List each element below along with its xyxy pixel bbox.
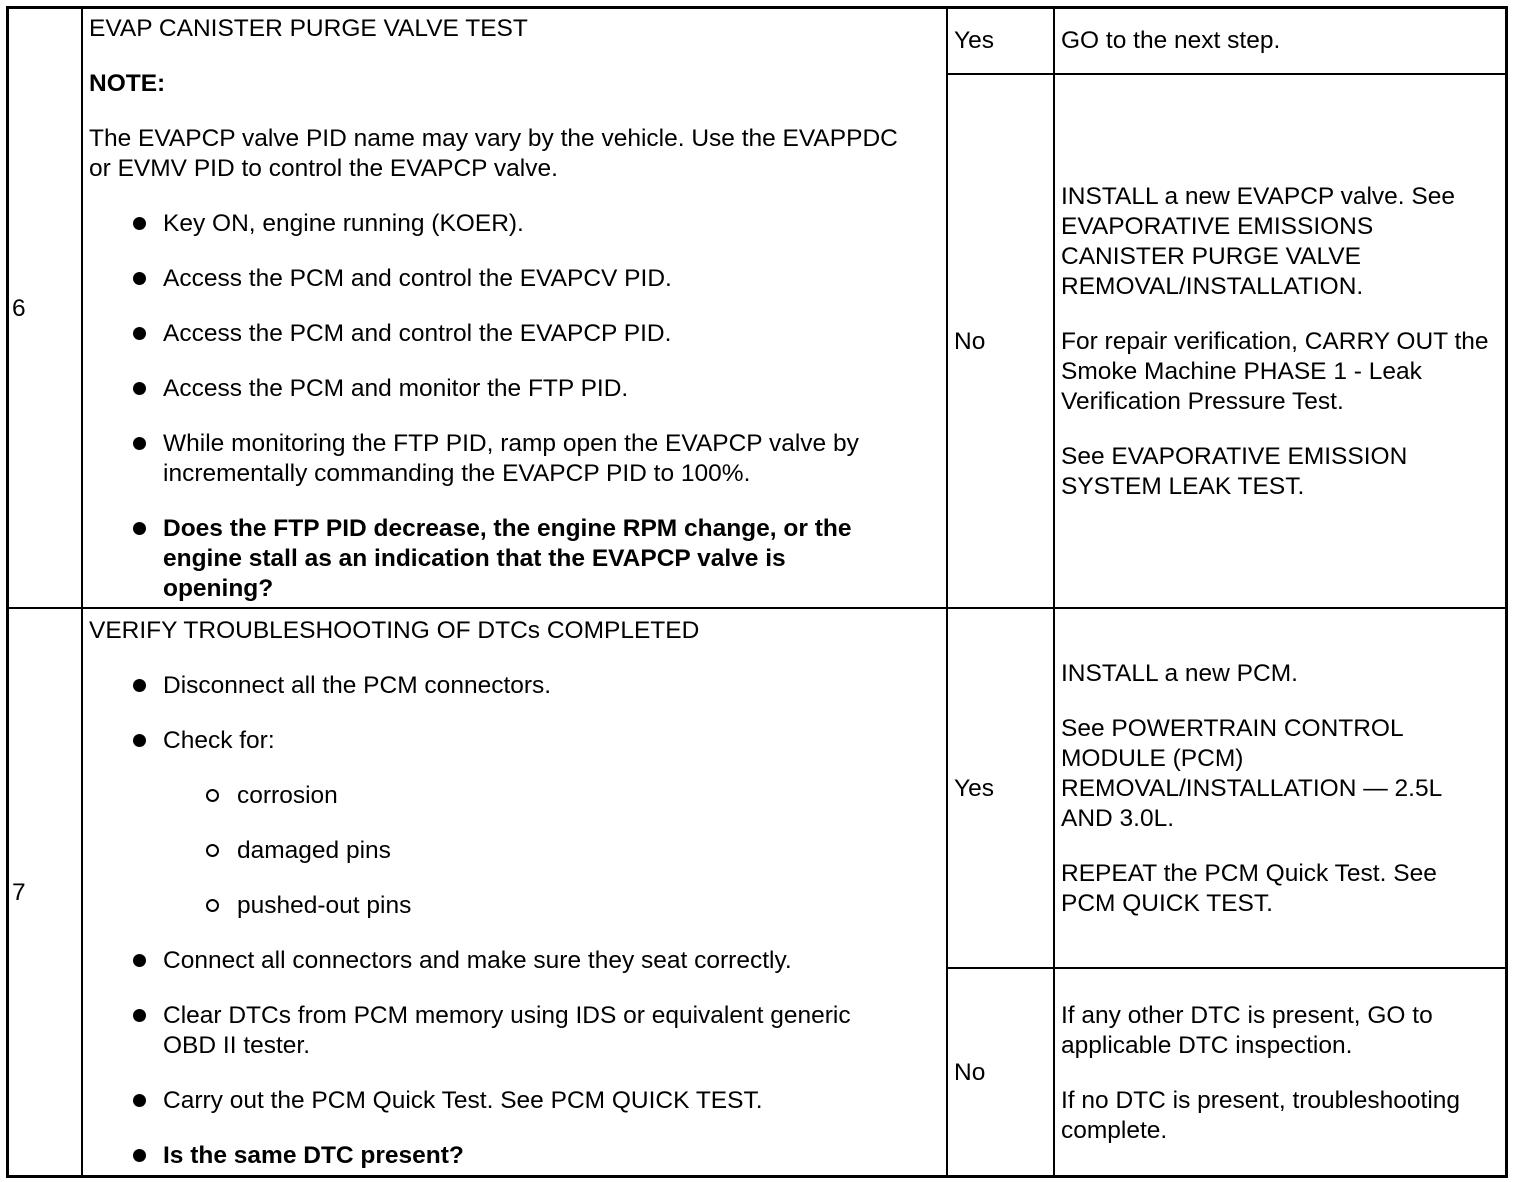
no-action: SYSTEM LEAK TEST. [1061, 473, 1305, 500]
no-label: No [954, 328, 986, 355]
step-title: VERIFY TROUBLESHOOTING OF DTCs COMPLETED [89, 617, 700, 644]
no-action: CANISTER PURGE VALVE [1061, 243, 1361, 270]
note-text: The EVAPCP valve PID name may vary by the vehicle. Use the EVAPPDC [89, 125, 898, 152]
row-divider [6, 607, 1506, 609]
yes-action: GO to the next step. [1061, 27, 1281, 54]
yes-label: Yes [954, 775, 994, 802]
column-divider [1053, 6, 1055, 1175]
yes-action: MODULE (PCM) [1061, 745, 1244, 772]
bullet-icon [133, 679, 146, 692]
step-instruction: OBD II tester. [163, 1032, 311, 1059]
step-instruction: Access the PCM and control the EVAPCP PID. [163, 320, 672, 347]
check-item: pushed-out pins [237, 892, 412, 919]
yes-label: Yes [954, 27, 994, 54]
step-instruction: Check for: [163, 727, 275, 754]
step-instruction: Access the PCM and monitor the FTP PID. [163, 375, 629, 402]
note-text: or EVMV PID to control the EVAPCP valve. [89, 155, 558, 182]
bullet-icon [133, 1149, 146, 1162]
bullet-icon [133, 522, 146, 535]
no-action: For repair verification, CARRY OUT the [1061, 328, 1489, 355]
no-action: complete. [1061, 1117, 1168, 1144]
step-question: engine stall as an indication that the EVAPCP valve is [163, 545, 786, 572]
column-divider [81, 6, 83, 1175]
step-instruction: Carry out the PCM Quick Test. See PCM QUICK TEST. [163, 1087, 763, 1114]
yes-action: PCM QUICK TEST. [1061, 890, 1273, 917]
step-instruction: incrementally commanding the EVAPCP PID to 100%. [163, 460, 751, 487]
bullet-icon [133, 437, 146, 450]
no-action: EVAPORATIVE EMISSIONS [1061, 213, 1374, 240]
no-action: INSTALL a new EVAPCP valve. See [1061, 183, 1456, 210]
yes-action: INSTALL a new PCM. [1061, 660, 1298, 687]
no-action: Verification Pressure Test. [1061, 388, 1344, 415]
bullet-icon [133, 734, 146, 747]
step-instruction: While monitoring the FTP PID, ramp open the EVAPCP valve by [163, 430, 859, 457]
bullet-icon [133, 1009, 146, 1022]
bullet-icon [133, 382, 146, 395]
no-action: REMOVAL/INSTALLATION. [1061, 273, 1364, 300]
step-number: 6 [12, 295, 26, 322]
check-item: damaged pins [237, 837, 391, 864]
no-action: See EVAPORATIVE EMISSION [1061, 443, 1408, 470]
step-instruction: Connect all connectors and make sure they seat correctly. [163, 947, 792, 974]
step-instruction: Key ON, engine running (KOER). [163, 210, 524, 237]
step-instruction: Clear DTCs from PCM memory using IDS or equivalent generic [163, 1002, 851, 1029]
yes-action: REPEAT the PCM Quick Test. See [1061, 860, 1437, 887]
step-question: Is the same DTC present? [163, 1142, 464, 1169]
no-action: If any other DTC is present, GO to [1061, 1002, 1433, 1029]
yes-action: See POWERTRAIN CONTROL [1061, 715, 1404, 742]
step-question: opening? [163, 575, 274, 602]
step-title: EVAP CANISTER PURGE VALVE TEST [89, 15, 528, 42]
no-action: Smoke Machine PHASE 1 - Leak [1061, 358, 1422, 385]
note-label: NOTE: [89, 70, 166, 97]
check-item: corrosion [237, 782, 338, 809]
row-divider [946, 73, 1506, 75]
row-divider [946, 967, 1506, 969]
bullet-icon [133, 272, 146, 285]
yes-action: AND 3.0L. [1061, 805, 1175, 832]
sub-bullet-icon [206, 899, 219, 912]
no-label: No [954, 1059, 986, 1086]
no-action: If no DTC is present, troubleshooting [1061, 1087, 1461, 1114]
column-divider [946, 6, 948, 1175]
sub-bullet-icon [206, 844, 219, 857]
step-instruction: Disconnect all the PCM connectors. [163, 672, 552, 699]
step-number: 7 [12, 879, 26, 906]
step-instruction: Access the PCM and control the EVAPCV PID. [163, 265, 672, 292]
no-action: applicable DTC inspection. [1061, 1032, 1353, 1059]
bullet-icon [133, 327, 146, 340]
bullet-icon [133, 1094, 146, 1107]
step-question: Does the FTP PID decrease, the engine RPM change, or the [163, 515, 852, 542]
bullet-icon [133, 954, 146, 967]
yes-action: REMOVAL/INSTALLATION — 2.5L [1061, 775, 1443, 802]
bullet-icon [133, 217, 146, 230]
sub-bullet-icon [206, 789, 219, 802]
